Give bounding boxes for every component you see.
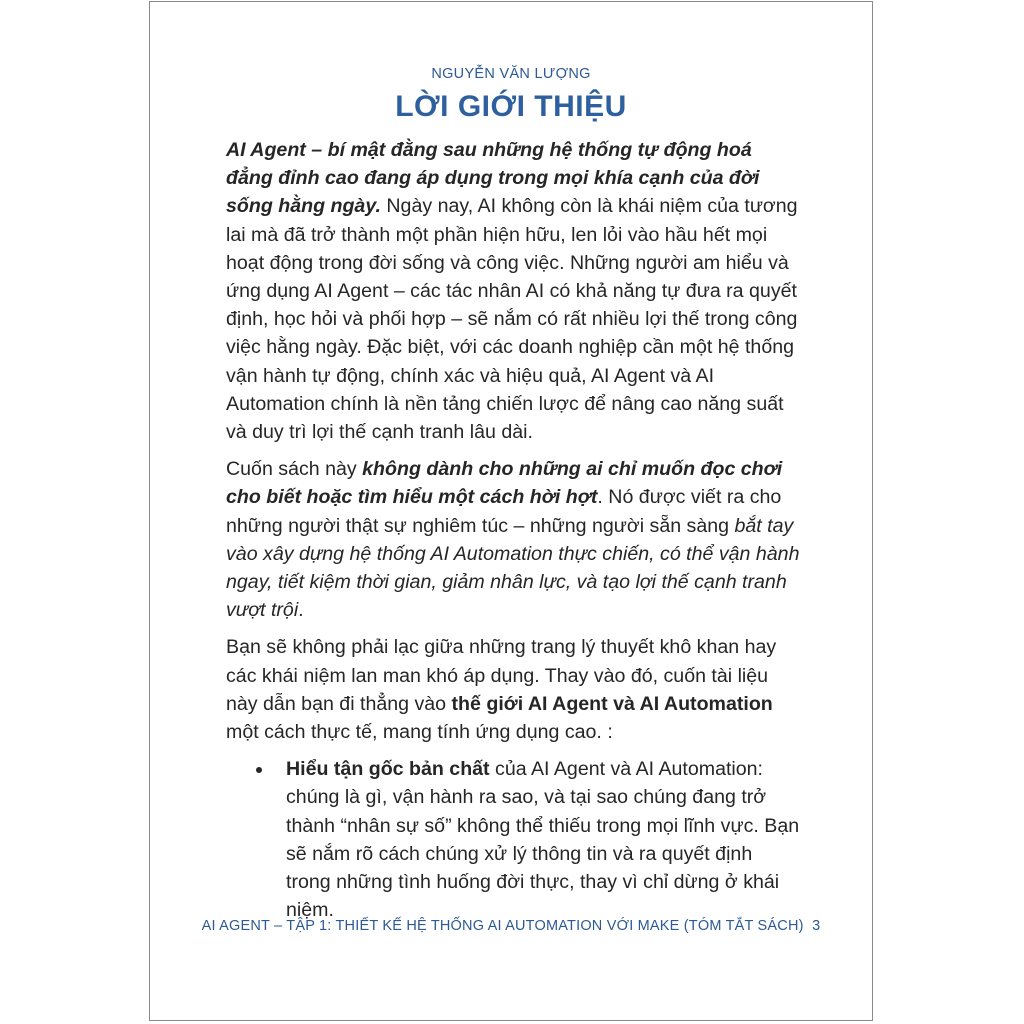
paragraph-approach: [226, 633, 800, 746]
paragraph-intro: [226, 136, 800, 446]
intro-highlight: AI Agent – bí mật đằng sau những hệ thống tự động hoá đẳng đỉnh cao đang áp dụng trong mọi khía cạnh của đời sống hằng ngày.: [226, 139, 760, 218]
audience-text-after: .: [298, 599, 304, 622]
bullet-list: [226, 755, 800, 924]
bullet-icon: [256, 767, 262, 773]
paragraph-audience: [226, 455, 800, 624]
bullet-highlight: Hiểu tận gốc bản chất: [286, 758, 490, 781]
author-name: NGUYỄN VĂN LƯỢNG: [431, 66, 591, 82]
book-page: [149, 1, 873, 1021]
intro-text: Ngày nay, AI không còn là khái niệm của tương lai mà đã trở thành một phần hiện hữu, len lỏi vào hầu hết mọi hoạt động trong đời sống và công việc. Những người am hiểu và ứng dụng AI Agent – các tác nhân AI có khả năng tự đưa ra quyết định, học hỏi và phối hợp – sẽ nắm có rất nhiều lợi thế trong công việc hằng ngày. Đặc biệt, với các doanh nghiệp cần một hệ thống vận hành tự động, chính xác và hiệu quả, AI Agent và AI Automation chính là nền tảng chiến lược để nâng cao năng suất và duy trì lợi thế cạnh tranh lâu dài.: [226, 195, 798, 444]
audience-text-middle: . Nó được viết ra cho những người thật sự nghiêm túc – những người sẵn sàng: [226, 486, 782, 537]
bullet-text: của AI Agent và AI Automation: chúng là gì, vận hành ra sao, và tại sao chúng đang trở thành “nhân sự số” không thể thiếu trong mọi lĩnh vực. Bạn sẽ nắm rõ cách chúng xử lý thông tin và ra quyết định trong những tình huống đời thực, thay vì chỉ dừng ở khái niệm.: [286, 758, 800, 922]
footer-title: AI AGENT – TẬP 1: THIẾT KẾ HỆ THỐNG AI AUTOMATION VỚI MAKE (TÓM TẮT SÁCH): [201, 918, 804, 934]
audience-italic: bắt tay vào xây dựng hệ thống AI Automation thực chiến, có thể vận hành ngay, tiết kiệm thời gian, giảm nhân lực, và tạo lợi thế cạnh tranh vượt trội: [226, 514, 800, 622]
approach-text-after: một cách thực tế, mang tính ứng dụng cao. :: [226, 721, 613, 744]
approach-highlight: thế giới AI Agent và AI Automation: [451, 692, 773, 715]
page-body: [226, 136, 800, 924]
audience-text-before: Cuốn sách này: [226, 458, 363, 481]
page-footer: [150, 918, 872, 934]
page-number: 3: [812, 918, 821, 934]
audience-highlight: không dành cho những ai chỉ muốn đọc chơi cho biết hoặc tìm hiểu một cách hời hợt: [226, 458, 783, 509]
list-item: [226, 755, 800, 924]
page-title: LỜI GIỚI THIỆU: [395, 90, 627, 123]
approach-text-before: Bạn sẽ không phải lạc giữa những trang lý thuyết khô khan hay các khái niệm lan man khó áp dụng. Thay vào đó, cuốn tài liệu này dẫn bạn đi thẳng vào: [226, 636, 777, 715]
